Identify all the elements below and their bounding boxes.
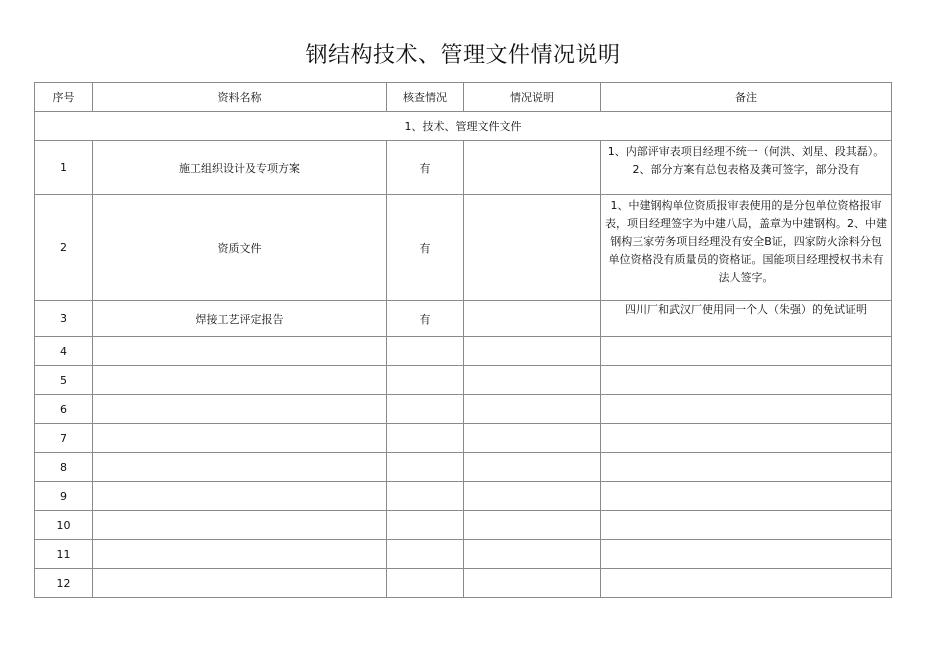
row-remark: [601, 569, 892, 598]
row-name: [93, 540, 387, 569]
row-remark: [601, 453, 892, 482]
section-row: [35, 112, 892, 141]
table-row: [35, 511, 892, 540]
table-row: [35, 424, 892, 453]
row-name: 焊接工艺评定报告: [93, 301, 387, 337]
row-name: [93, 366, 387, 395]
row-desc: [464, 453, 601, 482]
table-row: [35, 301, 892, 337]
row-check: [387, 569, 464, 598]
header-remark: 备注: [601, 83, 892, 112]
row-check: 有: [387, 141, 464, 195]
row-no: 11: [35, 540, 93, 569]
row-remark: [601, 366, 892, 395]
header-name: 资料名称: [93, 83, 387, 112]
table-row: [35, 337, 892, 366]
row-no: 1: [35, 141, 93, 195]
row-name: 施工组织设计及专项方案: [93, 141, 387, 195]
row-check: [387, 424, 464, 453]
row-desc: [464, 337, 601, 366]
row-name: [93, 511, 387, 540]
header-check: 核查情况: [387, 83, 464, 112]
row-desc: [464, 424, 601, 453]
row-desc: [464, 395, 601, 424]
row-name: [93, 453, 387, 482]
row-remark: [601, 540, 892, 569]
row-check: [387, 511, 464, 540]
row-check: 有: [387, 301, 464, 337]
table-row: [35, 395, 892, 424]
row-name: 资质文件: [93, 195, 387, 301]
table-row: [35, 366, 892, 395]
row-no: 8: [35, 453, 93, 482]
row-remark: [601, 482, 892, 511]
table-row: [35, 141, 892, 195]
row-desc: [464, 482, 601, 511]
row-desc: [464, 511, 601, 540]
row-remark: [601, 424, 892, 453]
row-desc: [464, 301, 601, 337]
row-desc: [464, 540, 601, 569]
row-no: 5: [35, 366, 93, 395]
row-no: 10: [35, 511, 93, 540]
table-row: [35, 540, 892, 569]
row-remark: 四川厂和武汉厂使用同一个人（朱强）的免试证明: [601, 301, 892, 337]
row-no: 6: [35, 395, 93, 424]
row-check: [387, 337, 464, 366]
header-row: [35, 83, 892, 112]
row-check: 有: [387, 195, 464, 301]
page-title: 钢结构技术、管理文件情况说明: [305, 43, 621, 68]
row-name: [93, 395, 387, 424]
row-check: [387, 540, 464, 569]
row-name: [93, 482, 387, 511]
row-no: 3: [35, 301, 93, 337]
row-check: [387, 482, 464, 511]
row-no: 9: [35, 482, 93, 511]
row-desc: [464, 141, 601, 195]
row-no: 2: [35, 195, 93, 301]
row-remark: 1、内部评审表项目经理不统一（何洪、刘星、段其磊）。2、部分方案有总包表格及龚可签字，部分没有: [601, 141, 892, 195]
table-row: [35, 195, 892, 301]
row-remark: [601, 395, 892, 424]
row-remark: [601, 337, 892, 366]
row-name: [93, 337, 387, 366]
row-name: [93, 424, 387, 453]
row-remark: [601, 511, 892, 540]
row-remark: 1、中建钢构单位资质报审表使用的是分包单位资格报审表，项目经理签字为中建八局，盖章为中建钢构。2、中建钢构三家劳务项目经理没有安全B证，四家防火涂料分包单位资格没有质量员的资格证。国能项目经理授权书未有法人签字。: [601, 195, 892, 301]
row-check: [387, 453, 464, 482]
row-desc: [464, 195, 601, 301]
header-desc: 情况说明: [464, 83, 601, 112]
row-desc: [464, 366, 601, 395]
table-row: [35, 482, 892, 511]
row-no: 4: [35, 337, 93, 366]
table-row: [35, 453, 892, 482]
checklist-table: [34, 82, 892, 598]
row-no: 12: [35, 569, 93, 598]
row-no: 7: [35, 424, 93, 453]
table-row: [35, 569, 892, 598]
row-check: [387, 395, 464, 424]
header-no: 序号: [35, 83, 93, 112]
row-check: [387, 366, 464, 395]
row-desc: [464, 569, 601, 598]
section-title: 1、技术、管理文件文件: [35, 112, 892, 141]
row-name: [93, 569, 387, 598]
